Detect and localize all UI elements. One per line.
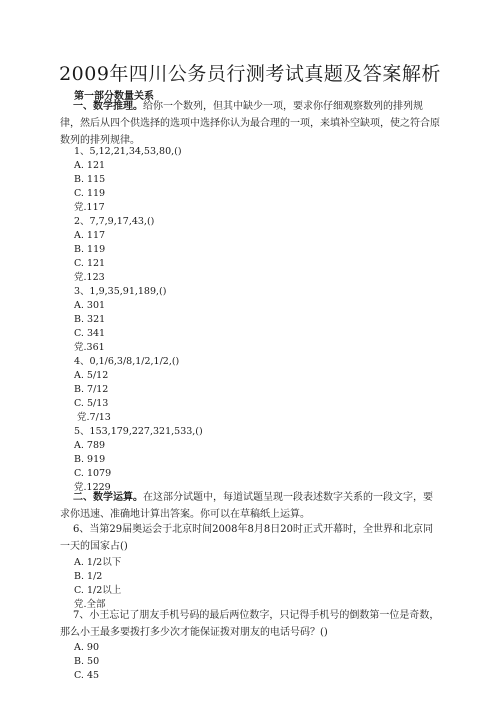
question-stem: 2、7,7,9,17,43,() — [74, 216, 155, 227]
section1-heading: 一、数学推理。 — [73, 101, 143, 112]
question-stem: 4、0,1/6,3/8,1/2,1/2,() — [74, 356, 180, 367]
question-stem: 7、小王忘记了朋友手机号码的最后两位数字，只记得手机号的倒数第一位是奇数，那么小王最多要拨打多少次才能保证拨对朋友的电话号码？() — [60, 610, 440, 638]
question-answer: 党.361 — [74, 342, 105, 353]
section1-paragraph — [60, 98, 440, 149]
question-option: A. 90 — [74, 642, 99, 653]
question-stem: 1、5,12,21,34,53,80,() — [74, 146, 182, 157]
question-option: B. 1/2 — [74, 571, 103, 582]
question-option: B. 119 — [74, 244, 106, 255]
question-option: C. 341 — [74, 328, 106, 339]
question-option: B. 50 — [74, 656, 100, 667]
question-option: B. 321 — [74, 314, 106, 325]
question-option: A. 789 — [74, 440, 106, 451]
section1-intro: 给你一个数列，但其中缺少一项，要求你仔细观察数列的排列规律，然后从四个供选择的选项中选择你认为最合理的一项，来填补空缺项，使之符合原数列的排列规律。 — [60, 101, 440, 146]
question-option: A. 301 — [74, 300, 106, 311]
question-option: C. 5/13 — [74, 398, 109, 409]
section2-intro: 在这部分试题中，每道试题呈现一段表述数字关系的一段文字，要求你迅速、准确地计算出答案。你可以在草稿纸上运算。 — [60, 492, 433, 520]
question-stem: 6、当第29届奥运会于北京时间2008年8月8日20时正式开幕时，全世界和北京同一天的国家占() — [60, 524, 433, 552]
question-answer: 党.7/13 — [77, 412, 111, 423]
section2-heading: 二、数学运算。 — [73, 492, 143, 503]
section2-paragraph — [60, 489, 440, 523]
question-answer: 党.123 — [74, 272, 105, 283]
question-option: A. 1/2以下 — [74, 557, 122, 568]
question-option: B. 7/12 — [74, 384, 109, 395]
question-option: C. 119 — [74, 188, 106, 199]
document-title: 2009年四川公务员行测考试真题及答案解析 — [59, 63, 441, 85]
part-heading: 第一部分数量关系 — [74, 91, 154, 102]
question-option: B. 919 — [74, 454, 106, 465]
question-answer: 党.117 — [74, 202, 105, 213]
question-option: C. 1/2以上 — [74, 585, 122, 596]
question-option: C. 45 — [74, 670, 100, 681]
question-option: A. 5/12 — [74, 370, 109, 381]
question-option: A. 121 — [74, 160, 106, 171]
question-option: A. 117 — [74, 230, 106, 241]
question-stem: 3、1,9,35,91,189,() — [74, 286, 167, 297]
question-answer: 党.1229 — [74, 482, 111, 493]
question-option: C. 121 — [74, 258, 106, 269]
question-answer: 党.全部 — [74, 599, 106, 610]
question-option: B. 115 — [74, 174, 106, 185]
question-stem: 5、153,179,227,321,533,() — [74, 426, 203, 437]
question-option: C. 1079 — [74, 468, 112, 479]
